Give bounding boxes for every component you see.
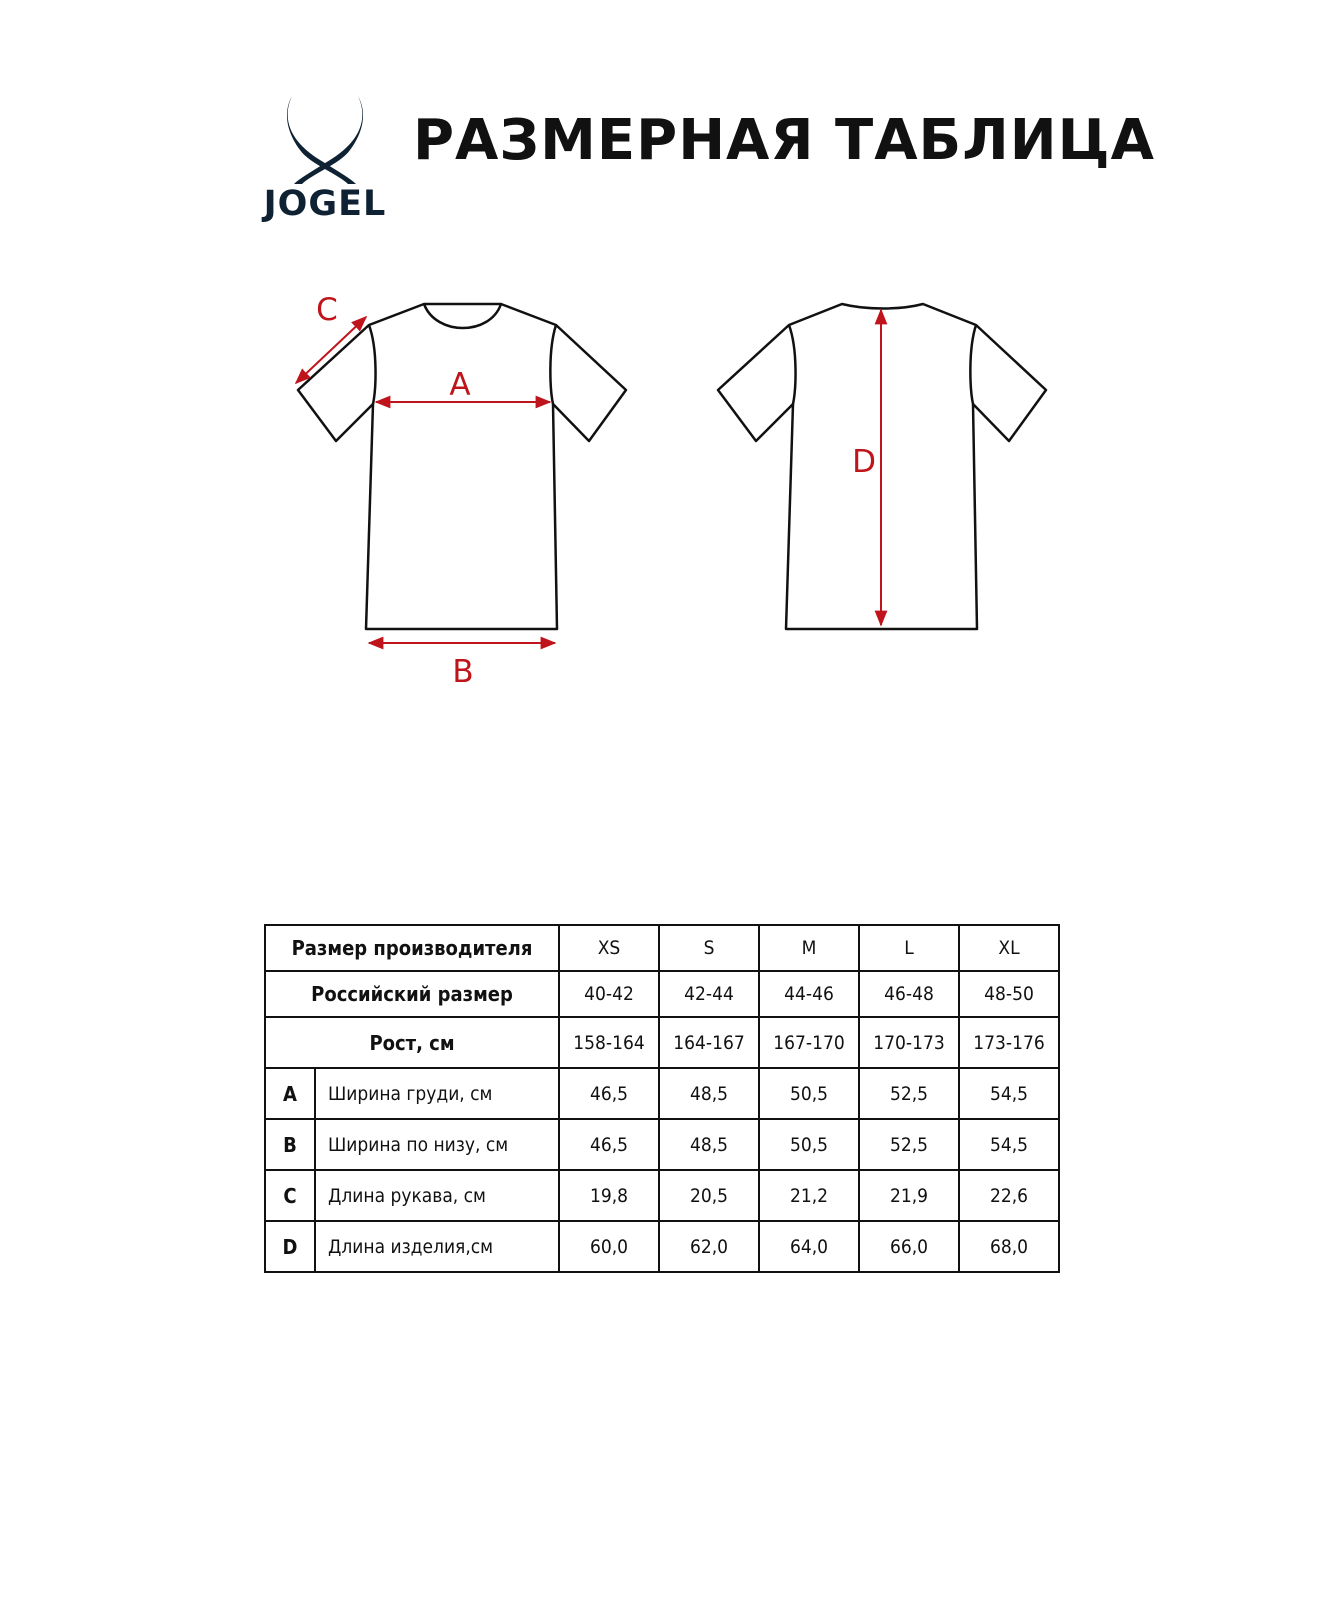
russian-size-cell: 40-42	[559, 971, 659, 1017]
height-cell: 158-164	[559, 1017, 659, 1068]
value-cell: 50,5	[759, 1068, 859, 1119]
russian-size-cell: 44-46	[759, 971, 859, 1017]
value-cell: 68,0	[959, 1221, 1059, 1272]
table-row-height	[265, 1017, 1059, 1068]
manufacturer-size-label: Размер производителя	[265, 925, 559, 971]
value-cell: 54,5	[959, 1068, 1059, 1119]
value-cell: 21,2	[759, 1170, 859, 1221]
size-cell: XL	[959, 925, 1059, 971]
measure-name: Длина изделия,см	[315, 1221, 559, 1272]
measure-a-label: A	[449, 367, 471, 403]
measure-name: Ширина по низу, см	[315, 1119, 559, 1170]
value-cell: 62,0	[659, 1221, 759, 1272]
russian-size-cell: 48-50	[959, 971, 1059, 1017]
measure-name: Ширина груди, см	[315, 1068, 559, 1119]
measure-name: Длина рукава, см	[315, 1170, 559, 1221]
value-cell: 48,5	[659, 1068, 759, 1119]
value-cell: 46,5	[559, 1119, 659, 1170]
table-row-manufacturer-size	[265, 925, 1059, 971]
table-row-chest-width	[265, 1068, 1059, 1119]
measure-letter: D	[265, 1221, 315, 1272]
page-title: РАЗМЕРНАЯ ТАБЛИЦА	[413, 108, 1155, 173]
tshirt-measurement-diagram	[0, 280, 1331, 700]
value-cell: 21,9	[859, 1170, 959, 1221]
value-cell: 66,0	[859, 1221, 959, 1272]
value-cell: 46,5	[559, 1068, 659, 1119]
russian-size-label: Российский размер	[265, 971, 559, 1017]
size-table	[264, 924, 1060, 1273]
logo-text: JOGEL	[263, 184, 387, 224]
russian-size-cell: 46-48	[859, 971, 959, 1017]
value-cell: 60,0	[559, 1221, 659, 1272]
height-cell: 164-167	[659, 1017, 759, 1068]
value-cell: 48,5	[659, 1119, 759, 1170]
value-cell: 54,5	[959, 1119, 1059, 1170]
height-cell: 173-176	[959, 1017, 1059, 1068]
measure-c-label: C	[316, 292, 338, 328]
measure-letter: C	[265, 1170, 315, 1221]
table-row-product-length	[265, 1221, 1059, 1272]
tshirt-front-outline	[298, 304, 626, 629]
russian-size-cell: 42-44	[659, 971, 759, 1017]
measure-letter: A	[265, 1068, 315, 1119]
value-cell: 50,5	[759, 1119, 859, 1170]
height-label: Рост, см	[265, 1017, 559, 1068]
measure-d-label: D	[852, 444, 876, 480]
size-cell: L	[859, 925, 959, 971]
value-cell: 20,5	[659, 1170, 759, 1221]
size-cell: M	[759, 925, 859, 971]
height-cell: 170-173	[859, 1017, 959, 1068]
value-cell: 22,6	[959, 1170, 1059, 1221]
value-cell: 19,8	[559, 1170, 659, 1221]
value-cell: 64,0	[759, 1221, 859, 1272]
height-cell: 167-170	[759, 1017, 859, 1068]
table-row-sleeve-length	[265, 1170, 1059, 1221]
logo-mark-icon	[250, 92, 400, 187]
table-row-russian-size	[265, 971, 1059, 1017]
table-row-bottom-width	[265, 1119, 1059, 1170]
size-cell: XS	[559, 925, 659, 971]
measure-b-label: B	[452, 654, 474, 690]
value-cell: 52,5	[859, 1119, 959, 1170]
brand-logo	[250, 92, 400, 232]
measure-letter: B	[265, 1119, 315, 1170]
size-cell: S	[659, 925, 759, 971]
value-cell: 52,5	[859, 1068, 959, 1119]
